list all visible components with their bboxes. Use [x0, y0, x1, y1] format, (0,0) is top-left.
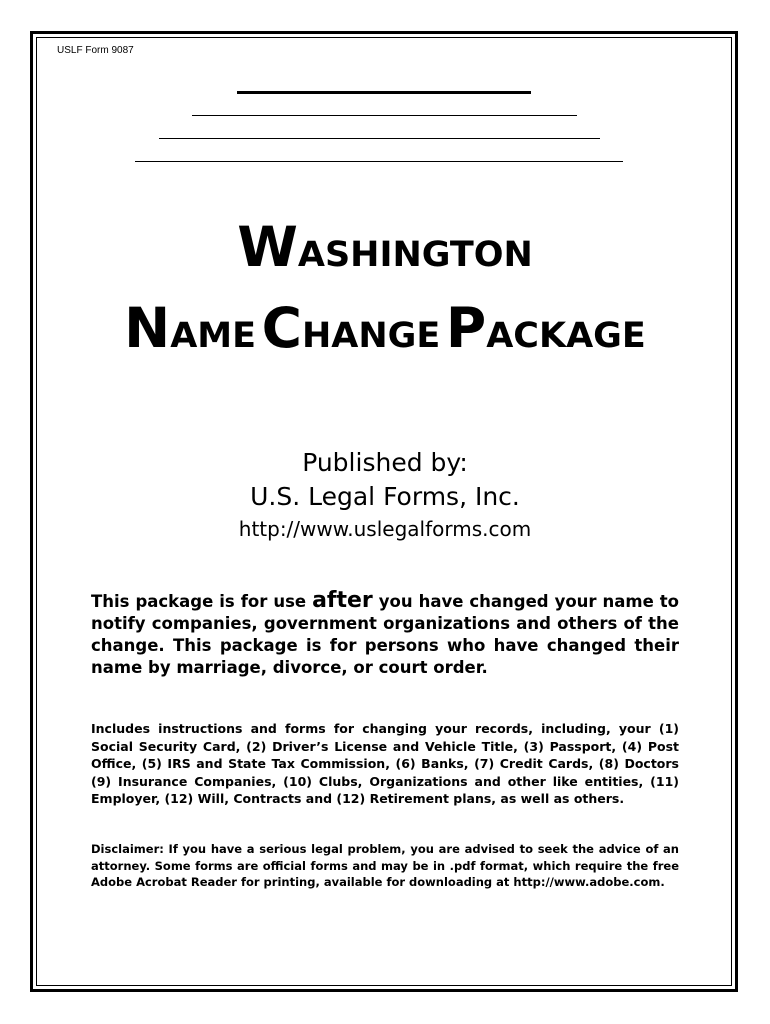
title-word-rest: ACKAGE: [486, 316, 646, 356]
blank-line-3: [159, 138, 600, 139]
publisher-label: Published by:: [302, 448, 468, 477]
title-state-rest: ASHINGTON: [297, 235, 533, 275]
intro-text-after: you have changed your name to notify companies, government organizations and others of the change. This package is for persons who have changed their name by marriage, divorce, or court order.: [91, 592, 679, 677]
title-word-cap: P: [445, 296, 487, 360]
title-state: [0, 215, 770, 279]
includes-paragraph: Includes instructions and forms for changing your records, including, your (1) Social Security Card, (2) Driver’s License and Vehicle Title, (3) Passport, (4) Post Office, (5) IRS and State Tax Commission, (6) Banks, (7) Credit Cards, (8) Doctors (9) Insurance Companies, (10) Clubs, Organizations and other like entities, (11) Employer, (12) Will, Contracts and (12) Retirement plans, as well as others.: [91, 721, 679, 806]
intro-emphasis: after: [312, 588, 373, 613]
publisher-name: U.S. Legal Forms, Inc.: [250, 482, 520, 511]
title-word-cap: C: [261, 296, 302, 360]
title-word-rest: AME: [170, 316, 257, 356]
intro-paragraph: [91, 590, 679, 679]
publisher-url[interactable]: http://www.uslegalforms.com: [238, 517, 532, 541]
disclaimer-paragraph: Disclaimer: If you have a serious legal problem, you are advised to seek the advice of an attorney. Some forms are official forms and may be in .pdf format, which require the free Adobe Acrobat Reader for printing, available for downloading at http://www.adobe.com.: [91, 842, 679, 889]
blank-line-4: [135, 161, 623, 162]
title-word-cap: N: [124, 296, 171, 360]
title-word-rest: HANGE: [301, 316, 441, 356]
title-package: [0, 296, 770, 360]
title-state-cap: W: [237, 215, 298, 279]
form-id: USLF Form 9087: [57, 45, 134, 56]
intro-text-before: This package is for use: [91, 592, 313, 611]
blank-line-1: [237, 91, 531, 94]
blank-line-2: [192, 115, 577, 116]
